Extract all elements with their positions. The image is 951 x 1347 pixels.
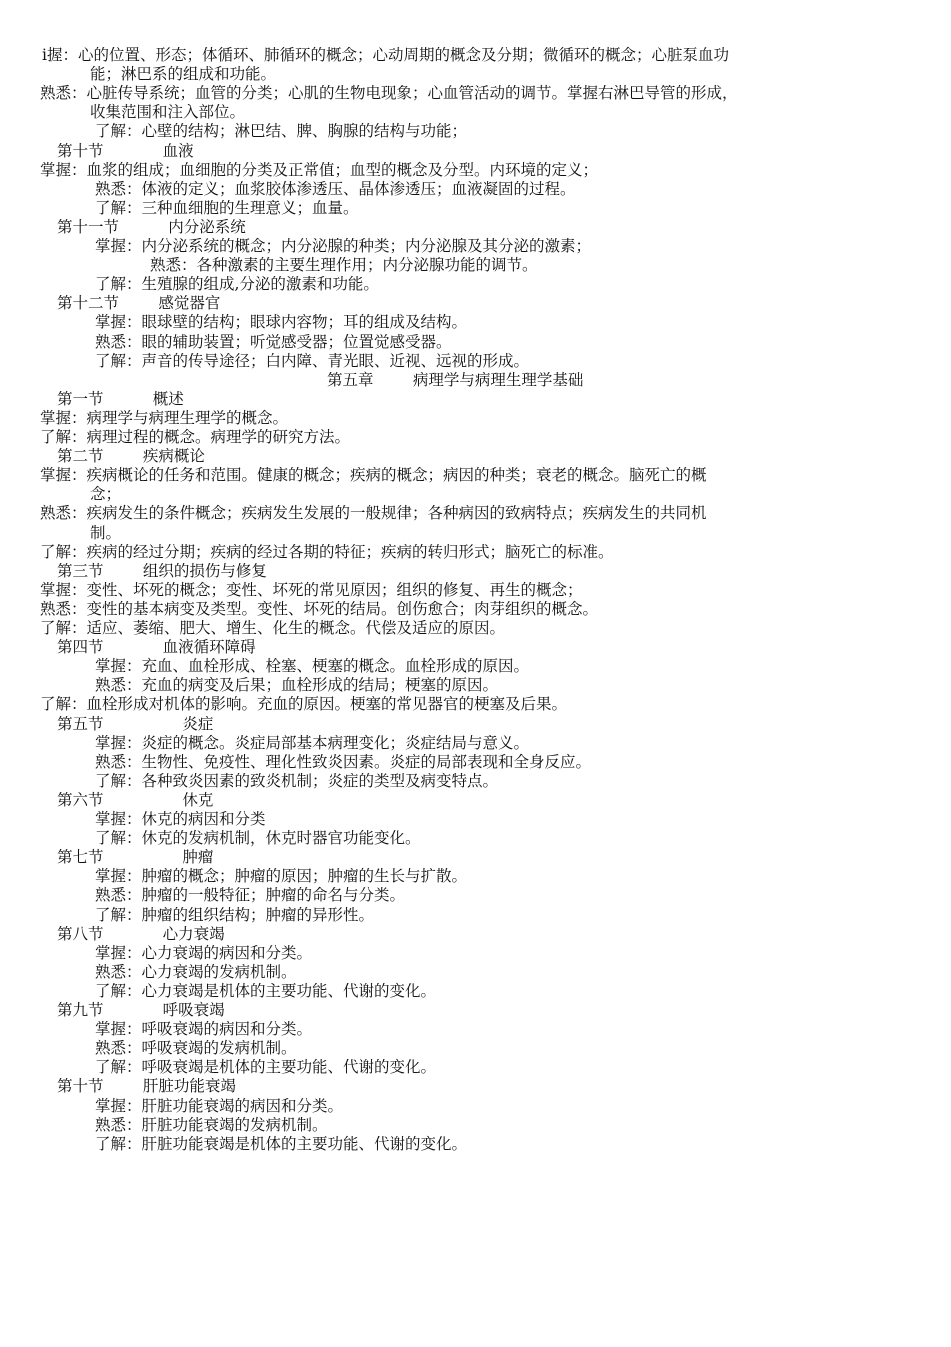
text-line-content: 第三节 组织的损伤与修复	[57, 561, 267, 580]
text-line	[0, 275, 951, 294]
text-line-content: 第十节 血液	[57, 141, 194, 160]
text-line	[0, 84, 951, 103]
text-line-content: 熟悉：眼的辅助装置；听觉感受器；位置觉感受器。	[95, 332, 452, 351]
text-line	[0, 352, 951, 371]
text-line	[0, 867, 951, 886]
text-line	[0, 562, 951, 581]
text-line	[0, 1001, 951, 1020]
text-line-content: 掌握：充血、血栓形成、栓塞、梗塞的概念。血栓形成的原因。	[95, 657, 530, 676]
text-line	[0, 753, 951, 772]
text-line-content: 掌握：血浆的组成；血细胞的分类及正常值；血型的概念及分型。内环境的定义；	[40, 160, 599, 179]
text-line	[0, 1039, 951, 1058]
text-line-content: 了解：生殖腺的组成,分泌的激素和功能。	[95, 275, 379, 294]
text-line	[0, 1135, 951, 1154]
text-line-content: 掌握：病理学与病理生理学的概念。	[40, 408, 289, 427]
text-line-content: 第九节 呼吸衰竭	[57, 1001, 225, 1019]
text-line-content: 了解：心力衰竭是机体的主要功能、代谢的变化。	[95, 981, 437, 1000]
text-line-content: 能；淋巴系的组成和功能。	[90, 65, 277, 84]
text-line-content: 了解：三种血细胞的生理意义；血量。	[95, 198, 359, 217]
text-line	[0, 65, 951, 84]
text-line	[0, 409, 951, 428]
text-line-content: 第十节 肝脏功能衰竭	[57, 1077, 236, 1096]
text-line-content: ⅰ握：心的位置、形态；体循环、肺循环的概念；心动周期的概念及分期；微循环的概念；心脏泵血功	[42, 46, 729, 64]
text-line	[0, 122, 951, 141]
text-line	[0, 199, 951, 218]
text-line-content: 熟悉：肝脏功能衰竭的发病机制。	[95, 1115, 328, 1134]
text-line	[0, 504, 951, 523]
text-line-content: 掌握：变性、坏死的概念；变性、坏死的常见原因；组织的修复、再生的概念；	[40, 580, 583, 599]
text-line-content: 熟悉：呼吸衰竭的发病机制。	[95, 1039, 297, 1058]
text-line-content: 第七节 肿瘤	[57, 848, 214, 867]
text-line	[0, 371, 951, 390]
text-line-content: 念；	[90, 485, 122, 504]
text-line-content: 制。	[90, 523, 122, 542]
text-line	[0, 46, 951, 65]
text-line-content: 掌握：眼球壁的结构；眼球内容物；耳的组成及结构。	[95, 313, 468, 332]
text-line	[0, 906, 951, 925]
text-line	[0, 218, 951, 237]
text-line	[0, 886, 951, 905]
text-line-content: 第五节 炎症	[57, 714, 214, 733]
text-line-content: 了解：肿瘤的组织结构；肿瘤的异形性。	[95, 905, 375, 924]
text-line-content: 掌握：肿瘤的概念；肿瘤的原因；肿瘤的生长与扩散。	[95, 867, 468, 886]
text-line	[0, 428, 951, 447]
text-line	[0, 1058, 951, 1077]
text-line-content: 熟悉：变性的基本病变及类型。变性、坏死的结局。创伤愈合；肉芽组织的概念。	[40, 599, 599, 618]
text-line-content: 第一节 概述	[57, 389, 184, 408]
text-line-content: 了解：血栓形成对机体的影响。充血的原因。梗塞的常见器官的梗塞及后果。	[40, 695, 568, 714]
text-line-content: 第四节 血液循环障碍	[57, 638, 256, 657]
text-line-content: 第十二节 感觉器官	[57, 294, 221, 313]
text-line-content: 掌握：炎症的概念。炎症局部基本病理变化；炎症结局与意义。	[95, 733, 530, 752]
text-line	[0, 600, 951, 619]
text-line	[0, 657, 951, 676]
text-line	[0, 447, 951, 466]
text-line	[0, 103, 951, 122]
text-line	[0, 581, 951, 600]
text-line-content: 了解：病理过程的概念。病理学的研究方法。	[40, 428, 351, 446]
text-line-content: 第十一节 内分泌系统	[57, 217, 246, 236]
text-line-content: 第六节 休克	[57, 790, 214, 809]
text-line	[0, 543, 951, 562]
text-line-content: 熟悉：心脏传导系统；血管的分类；心肌的生物电现象；心血管活动的调节。掌握右淋巴导管的形成，	[40, 84, 738, 103]
text-line	[0, 963, 951, 982]
text-line-content: 了解：肝脏功能衰竭是机体的主要功能、代谢的变化。	[95, 1134, 468, 1153]
text-line	[0, 294, 951, 313]
text-line	[0, 619, 951, 638]
text-line-content: 掌握：疾病概论的任务和范围。健康的概念；疾病的概念；病因的种类；衰老的概念。脑死亡的概	[40, 466, 707, 485]
text-line	[0, 1077, 951, 1096]
text-line-content: 熟悉：体液的定义；血浆胶体渗透压、晶体渗透压；血液凝固的过程。	[95, 179, 576, 198]
text-line-content: 了解：适应、萎缩、肥大、增生、化生的概念。代偿及适应的原因。	[40, 619, 506, 637]
text-line-content: 了解：呼吸衰竭是机体的主要功能、代谢的变化。	[95, 1058, 437, 1077]
text-line-content: 第二节 疾病概论	[57, 447, 205, 466]
text-line	[0, 161, 951, 180]
text-line	[0, 313, 951, 332]
text-line	[0, 734, 951, 753]
text-line	[0, 1020, 951, 1039]
text-line	[0, 982, 951, 1001]
text-line-content: 掌握：内分泌系统的概念；内分泌腺的种类；内分泌腺及其分泌的激素；	[95, 237, 592, 255]
text-line-content: 第五章 病理学与病理生理学基础	[327, 370, 584, 389]
text-line-content: 熟悉：疾病发生的条件概念；疾病发生发展的一般规律；各种病因的致病特点；疾病发生的共同机	[40, 504, 707, 523]
text-line-content: 了解：声音的传导途径；白内障、青光眼、近视、远视的形成。	[95, 351, 530, 370]
text-line	[0, 810, 951, 829]
text-line-content: 了解：各种致炎因素的致炎机制；炎症的类型及病变特点。	[95, 771, 499, 790]
text-line	[0, 256, 951, 275]
text-line-content: 掌握：呼吸衰竭的病因和分类。	[95, 1020, 313, 1039]
text-line-content: 熟悉：各种激素的主要生理作用；内分泌腺功能的调节。	[150, 256, 538, 275]
text-line-content: 掌握：休克的病因和分类	[95, 810, 266, 828]
text-line-content: 掌握：肝脏功能衰竭的病因和分类。	[95, 1096, 344, 1115]
text-line-content: 熟悉：心力衰竭的发病机制。	[95, 962, 297, 981]
text-line	[0, 676, 951, 695]
text-line	[0, 695, 951, 714]
text-line	[0, 180, 951, 199]
text-line-content: 熟悉：充血的病变及后果；血栓形成的结局；梗塞的原因。	[95, 676, 499, 695]
text-line-content: 熟悉：肿瘤的一般特征；肿瘤的命名与分类。	[95, 886, 406, 905]
text-line-content: 掌握：心力衰竭的病因和分类。	[95, 943, 313, 962]
text-line	[0, 524, 951, 543]
text-line	[0, 925, 951, 944]
text-line	[0, 638, 951, 657]
text-line	[0, 944, 951, 963]
text-line	[0, 791, 951, 810]
text-line-content: 熟悉：生物性、免疫性、理化性致炎因素。炎症的局部表现和全身反应。	[95, 752, 592, 771]
text-line-content: 了解：心壁的结构；淋巴结、脾、胸腺的结构与功能；	[95, 122, 468, 141]
text-line	[0, 466, 951, 485]
text-line	[0, 390, 951, 409]
text-line	[0, 485, 951, 504]
text-line-content: 第八节 心力衰竭	[57, 924, 225, 943]
text-line-content: 了解：疾病的经过分期；疾病的经过各期的特征；疾病的转归形式；脑死亡的标准。	[40, 542, 614, 561]
text-line	[0, 142, 951, 161]
text-line	[0, 237, 951, 256]
text-line	[0, 1116, 951, 1135]
text-line-content: 了解：休克的发病机制，休克时器官功能变化。	[95, 829, 421, 848]
text-line	[0, 829, 951, 848]
text-line	[0, 333, 951, 352]
text-line	[0, 772, 951, 791]
text-line-content: 收集范围和注入部位。	[90, 103, 246, 122]
text-line	[0, 715, 951, 734]
text-line	[0, 1097, 951, 1116]
text-line	[0, 848, 951, 867]
